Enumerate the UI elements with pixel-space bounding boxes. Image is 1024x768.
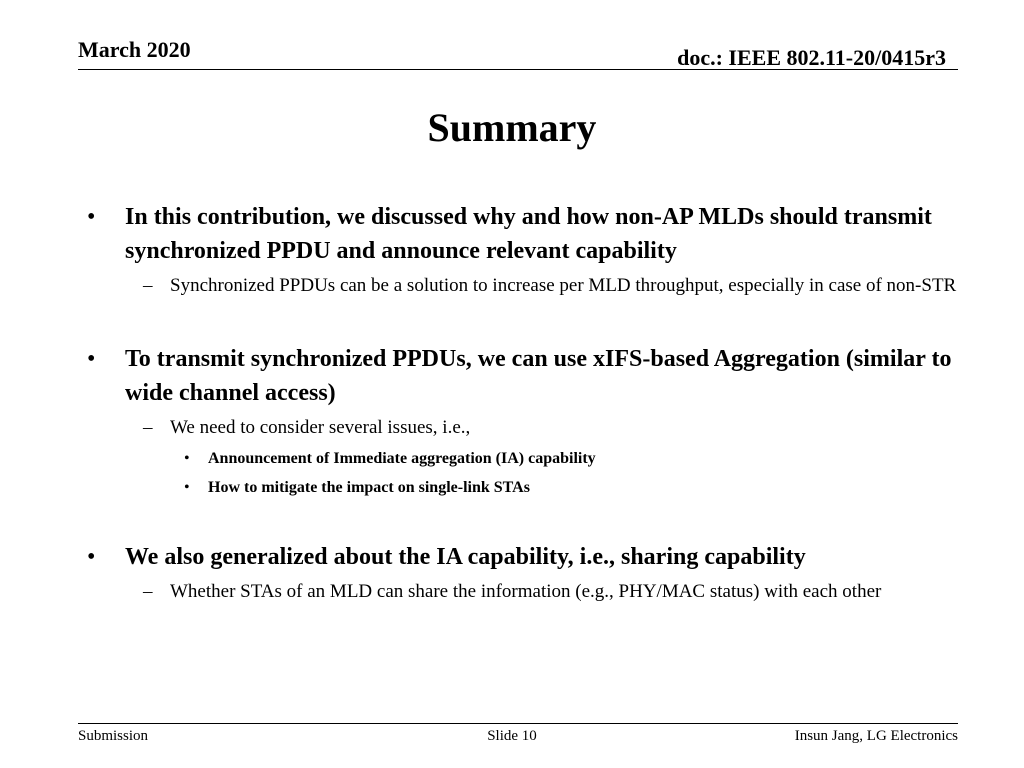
bullet-2-text: To transmit synchronized PPDUs, we can use xIFS-based Aggregation (similar to wide channel access) [125, 346, 952, 406]
bullet-2-sub-1-item-1 [78, 447, 958, 471]
footer-divider [78, 723, 958, 724]
bullet-1-sub-1 [78, 272, 958, 300]
bullet-block-3 [78, 540, 958, 606]
bullet-2-sub-1-text: We need to consider several issues, i.e., [170, 417, 471, 438]
footer-author: Insun Jang, LG Electronics [794, 728, 958, 744]
header-date: March 2020 [78, 37, 191, 62]
bullet-marker: • [184, 450, 190, 467]
bullet-1 [78, 200, 958, 268]
bullet-2-sub-1-item-2-text: How to mitigate the impact on single-link STAs [208, 479, 530, 496]
slide-body [78, 200, 958, 606]
dash-marker: – [143, 581, 153, 602]
slide-title: Summary [427, 105, 597, 150]
bullet-3 [78, 540, 958, 574]
bullet-marker: • [87, 346, 96, 372]
bullet-3-sub-1-text: Whether STAs of an MLD can share the information (e.g., PHY/MAC status) with each other [170, 581, 882, 602]
bullet-2-sub-1-item-1-text: Announcement of Immediate aggregation (IA) capability [208, 450, 596, 467]
bullet-3-text: We also generalized about the IA capability, i.e., sharing capability [125, 544, 806, 570]
footer-submission: Submission [78, 728, 149, 744]
header-doc-id: doc.: IEEE 802.11-20/0415r3 [677, 45, 946, 70]
bullet-3-sub-1 [78, 578, 958, 606]
bullet-2-sub-1-item-2 [78, 476, 958, 500]
bullet-2 [78, 342, 958, 410]
bullet-marker: • [184, 479, 190, 496]
header-divider [78, 69, 958, 70]
footer-slide-number: Slide 10 [487, 728, 537, 744]
bullet-1-sub-1-text: Synchronized PPDUs can be a solution to increase per MLD throughput, especially in case of non-STR [170, 275, 957, 296]
dash-marker: – [143, 275, 153, 296]
bullet-2-sub-1 [78, 414, 958, 442]
bullet-marker: • [87, 204, 96, 230]
bullet-1-text: In this contribution, we discussed why and how non-AP MLDs should transmit synchronized PPDU and announce relevant capability [125, 204, 932, 264]
bullet-block-1 [78, 200, 958, 300]
dash-marker: – [143, 417, 153, 438]
bullet-marker: • [87, 544, 96, 570]
bullet-block-2 [78, 342, 958, 500]
